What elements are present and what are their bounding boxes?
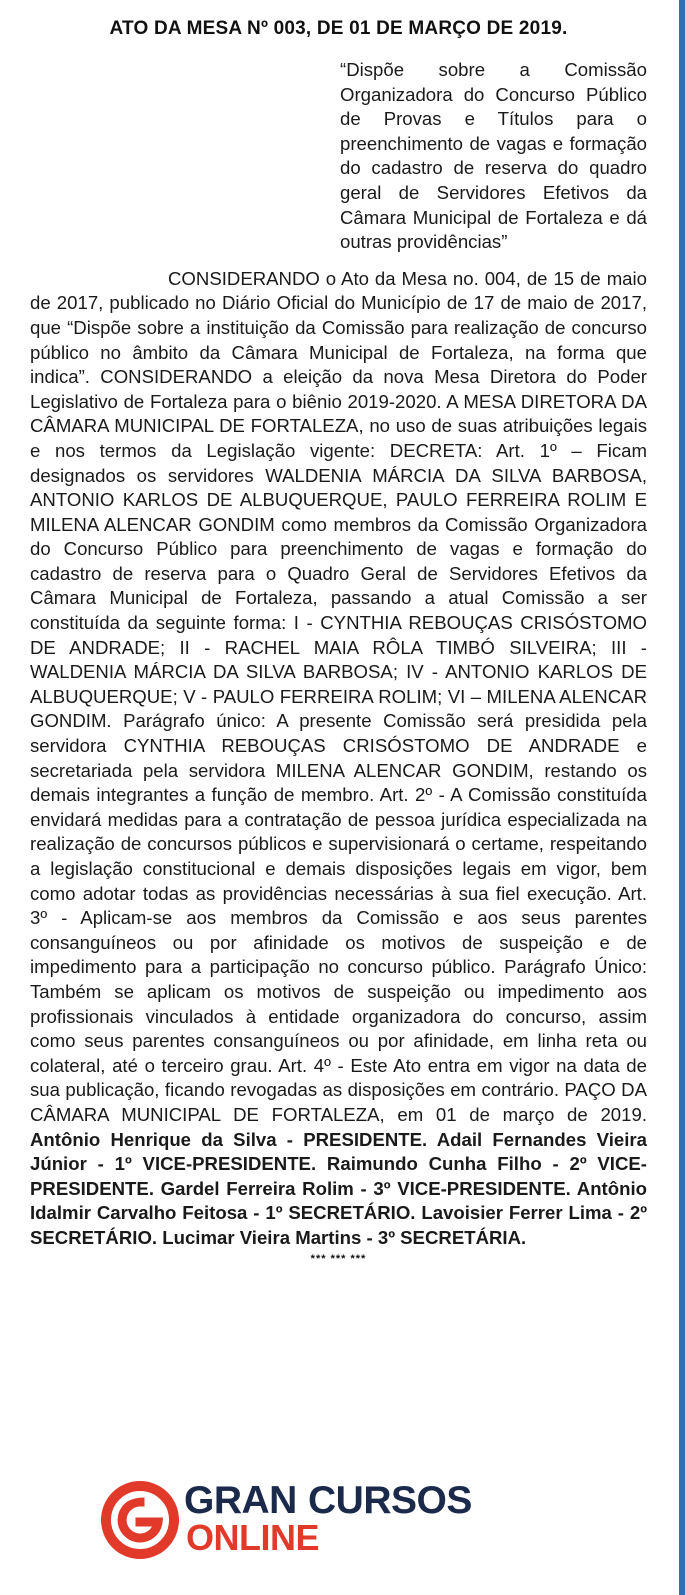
signatures: Antônio Henrique da Silva - PRESIDENTE. Adail Fernandes Vieira Júnior - 1º VICE-PRESIDENTE. Raimundo Cunha Filho - 2º VICE-PRESIDENTE. Gardel Ferreira Rolim - 3º VICE-PRESIDENTE. Antônio Idalmir Carvalho Feitosa - 1º SECRETÁRIO. Lavoisier Ferrer Lima - 2º SECRETÁRIO. Lucimar Vieira Martins - 3º SECRETÁRIA. — [30, 1128, 647, 1248]
separator: *** *** *** — [310, 1252, 367, 1265]
document-body — [30, 267, 647, 1251]
logo-text-cursos: CURSOS — [308, 1479, 472, 1522]
gran-cursos-logo — [100, 1477, 520, 1567]
document — [30, 18, 647, 1265]
logo-text-online: ONLINE — [186, 1517, 320, 1558]
body-text: CONSIDERANDO o Ato da Mesa no. 004, de 15 de maio de 2017, publicado no Diário Oficial do Município de 17 de maio de 2017, que “Dispõe sobre a instituição da Comissão para realização de concurso público no âmbito da Câmara Municipal de Fortaleza, na forma que indica”. CONSIDERANDO a eleição da nova Mesa Diretora do Poder Legislativo de Fortaleza para o biênio 2019-2020. A MESA DIRETORA DA CÂMARA MUNICIPAL DE FORTALEZA, no uso de suas atribuições legais e nos termos da Legislação vigente: DECRETA: Art. 1º – Ficam designados os servidores WALDENIA MÁRCIA DA SILVA BARBOSA, ANTONIO KARLOS DE ALBUQUERQUE, PAULO FERREIRA ROLIM E MILENA ALENCAR GONDIM como membros da Comissão Organizadora do Concurso Público para preenchimento de vagas e formação do cadastro de reserva para o Quadro Geral de Servidores Efetivos da Câmara Municipal de Fortaleza, passando a atual Comissão a ser constituída da seguinte forma: I - CYNTHIA REBOUÇAS CRISÓSTOMO DE ANDRADE; II - RACHEL MAIA RÔLA TIMBÓ SILVEIRA; III - WALDENIA MÁRCIA DA SILVA BARBOSA; IV - ANTONIO KARLOS DE ALBUQUERQUE; V - PAULO FERREIRA ROLIM; VI – MILENA ALENCAR GONDIM. Parágrafo único: A presente Comissão será presidida pela servidora CYNTHIA REBOUÇAS CRISÓSTOMO DE ANDRADE e secretariada pela servidora MILENA ALENCAR GONDIM, restando os demais integrantes a função de membro. Art. 2º - A Comissão constituída envidará medidas para a contratação de pessoa jurídica especializada na realização de concursos públicos e supervisionará o certame, respeitando a legislação constitucional e demais disposições legais em vigor, bem como adotar todas as providências necessárias à sua fiel execução. Art. 3º - Aplicam-se aos membros da Comissão e aos seus parentes consanguíneos ou por afinidade os motivos de suspeição e de impedimento para a participação no concurso público. Parágrafo Único: Também se aplicam os motivos de suspeição ou impedimento aos profissionais vinculados à entidade organizadora do concurso, assim como seus parentes consanguíneos ou por afinidade, em linha reta ou colateral, até o terceiro grau. Art. 4º - Este Ato entra em vigor na data de sua publicação, ficando revogadas as disposições em contrário. PAÇO DA CÂMARA MUNICIPAL DE FORTALEZA, em 01 de março de 2019. — [30, 267, 647, 1125]
g-logo-icon — [100, 1477, 184, 1561]
logo-text-gran: GRAN — [184, 1479, 297, 1522]
ementa: “Dispõe sobre a Comissão Organizadora do Concurso Público de Provas e Títulos para o preenchimento de vagas e formação do cadastro de reserva do quadro geral de Servidores Efetivos da Câmara Municipal de Fortaleza e dá outras providências” — [340, 59, 647, 253]
document-title: ATO DA MESA Nº 003, DE 01 DE MARÇO DE 2019. — [109, 18, 568, 39]
